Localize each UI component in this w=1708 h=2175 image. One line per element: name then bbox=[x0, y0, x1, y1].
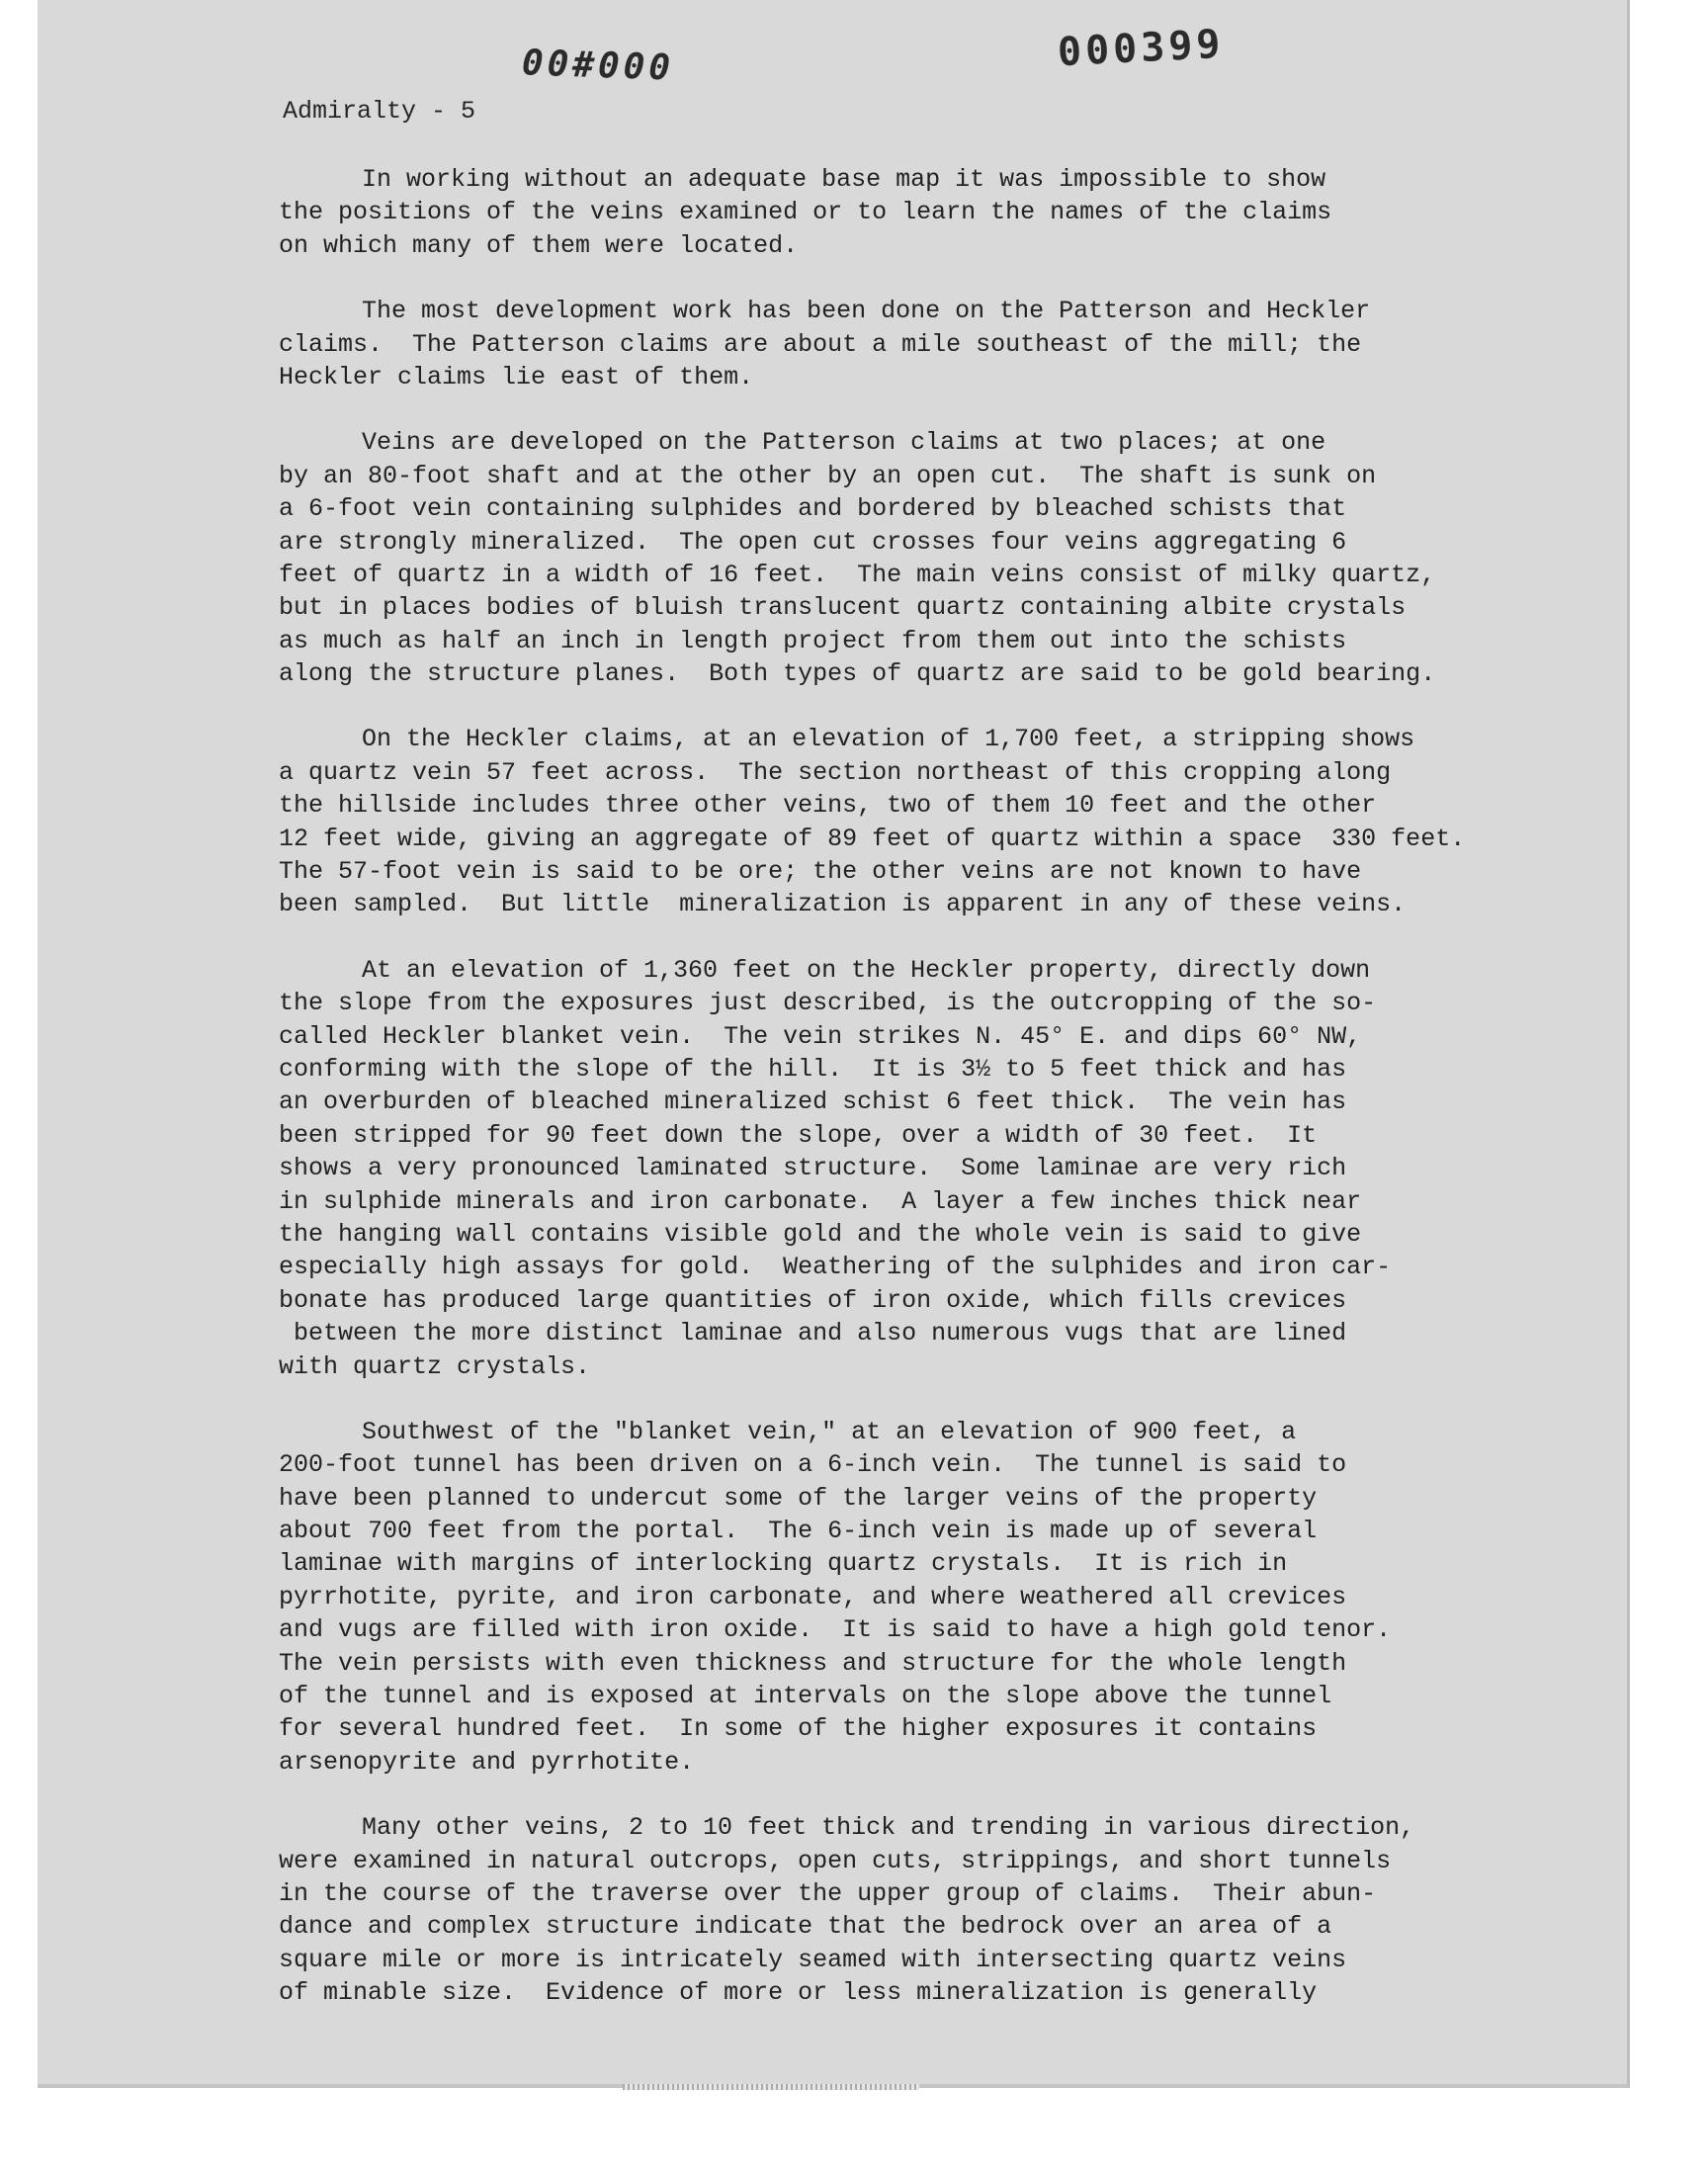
text-line: bonate has produced large quantities of iron oxide, which fills crevices bbox=[279, 1285, 1347, 1315]
text-line: Veins are developed on the Patterson claims at two places; at one bbox=[362, 428, 1326, 458]
handwritten-stamp-number-left: 00#000 bbox=[521, 43, 675, 89]
paragraph bbox=[279, 1416, 1623, 1779]
text-line: especially high assays for gold. Weathering of the sulphides and iron car- bbox=[279, 1253, 1392, 1282]
text-line: of minable size. Evidence of more or less mineralization is generally bbox=[279, 1978, 1318, 2008]
text-line: dance and complex structure indicate that the bedrock over an area of a bbox=[279, 1912, 1332, 1942]
text-line: the hanging wall contains visible gold and the whole vein is said to give bbox=[279, 1219, 1362, 1249]
text-line: have been planned to undercut some of the larger veins of the property bbox=[279, 1483, 1318, 1513]
text-line: on which many of them were located. bbox=[279, 230, 799, 260]
scan-edge-artifact bbox=[623, 2084, 919, 2090]
text-line: arsenopyrite and pyrrhotite. bbox=[279, 1747, 695, 1777]
text-line: laminae with margins of interlocking quartz crystals. It is rich in bbox=[279, 1549, 1288, 1579]
text-line: 12 feet wide, giving an aggregate of 89 feet of quartz within a space 330 feet. bbox=[279, 824, 1466, 853]
text-line: In working without an adequate base map it was impossible to show bbox=[362, 165, 1326, 194]
text-line: are strongly mineralized. The open cut crosses four veins aggregating 6 bbox=[279, 527, 1347, 557]
text-line: were examined in natural outcrops, open cuts, strippings, and short tunnels bbox=[279, 1846, 1392, 1875]
text-line: At an elevation of 1,360 feet on the Heckler property, directly down bbox=[362, 955, 1371, 985]
text-line: between the more distinct laminae and also numerous vugs that are lined bbox=[279, 1319, 1347, 1348]
text-line: and vugs are filled with iron oxide. It is said to have a high gold tenor. bbox=[279, 1615, 1392, 1645]
text-line: Southwest of the "blanket vein," at an elevation of 900 feet, a bbox=[362, 1417, 1297, 1446]
paragraph bbox=[279, 1811, 1623, 2009]
text-line: The 57-foot vein is said to be ore; the other veins are not known to have bbox=[279, 857, 1362, 887]
document-body bbox=[279, 163, 1623, 2043]
text-line: the slope from the exposures just described, is the outcropping of the so- bbox=[279, 989, 1377, 1018]
text-line: of the tunnel and is exposed at intervals on the slope above the tunnel bbox=[279, 1682, 1332, 1711]
text-line: as much as half an inch in length project from them out into the schists bbox=[279, 626, 1347, 655]
text-line: The vein persists with even thickness and structure for the whole length bbox=[279, 1648, 1347, 1678]
text-line: but in places bodies of bluish translucent quartz containing albite crystals bbox=[279, 593, 1407, 623]
text-line: pyrrhotite, pyrite, and iron carbonate, and where weathered all crevices bbox=[279, 1582, 1347, 1611]
page-header-title: Admiralty - 5 bbox=[283, 97, 476, 126]
paragraph bbox=[279, 954, 1623, 1383]
text-line: 200-foot tunnel has been driven on a 6-inch vein. The tunnel is said to bbox=[279, 1450, 1347, 1480]
text-line: for several hundred feet. In some of the higher exposures it contains bbox=[279, 1714, 1318, 1744]
text-line: feet of quartz in a width of 16 feet. The main veins consist of milky quartz, bbox=[279, 560, 1436, 589]
text-line: along the structure planes. Both types of quartz are said to be gold bearing. bbox=[279, 659, 1436, 689]
text-line: The most development work has been done on the Patterson and Heckler bbox=[362, 297, 1371, 326]
text-line: the hillside includes three other veins, two of them 10 feet and the other bbox=[279, 791, 1377, 821]
text-line: claims. The Patterson claims are about a mile southeast of the mill; the bbox=[279, 329, 1362, 359]
paragraph bbox=[279, 426, 1623, 690]
text-line: been sampled. But little mineralization is apparent in any of these veins. bbox=[279, 890, 1407, 919]
paragraph bbox=[279, 295, 1623, 393]
text-line: in sulphide minerals and iron carbonate. A layer a few inches thick near bbox=[279, 1186, 1362, 1216]
text-line: shows a very pronounced laminated structure. Some laminae are very rich bbox=[279, 1154, 1347, 1183]
text-line: a quartz vein 57 feet across. The section northeast of this cropping along bbox=[279, 757, 1392, 787]
text-line: been stripped for 90 feet down the slope, over a width of 30 feet. It bbox=[279, 1120, 1318, 1150]
text-line: Heckler claims lie east of them. bbox=[279, 362, 754, 392]
text-line: Many other veins, 2 to 10 feet thick and trending in various direction, bbox=[362, 1813, 1415, 1843]
text-line: square mile or more is intricately seamed with intersecting quartz veins bbox=[279, 1945, 1347, 1974]
paragraph bbox=[279, 163, 1623, 262]
text-line: an overburden of bleached mineralized schist 6 feet thick. The vein has bbox=[279, 1088, 1347, 1117]
text-line: with quartz crystals. bbox=[279, 1351, 591, 1381]
text-line: the positions of the veins examined or to learn the names of the claims bbox=[279, 198, 1332, 227]
text-line: a 6-foot vein containing sulphides and bordered by bleached schists that bbox=[279, 494, 1347, 524]
text-line: about 700 feet from the portal. The 6-inch vein is made up of several bbox=[279, 1517, 1318, 1546]
text-line: called Heckler blanket vein. The vein strikes N. 45° E. and dips 60° NW, bbox=[279, 1021, 1362, 1051]
text-line: in the course of the traverse over the upper group of claims. Their abun- bbox=[279, 1878, 1377, 1908]
text-line: by an 80-foot shaft and at the other by an open cut. The shaft is sunk on bbox=[279, 461, 1377, 490]
handwritten-page-number: 000399 bbox=[1056, 21, 1226, 76]
text-line: On the Heckler claims, at an elevation of 1,700 feet, a stripping shows bbox=[362, 725, 1415, 754]
text-line: conforming with the slope of the hill. It is 3½ to 5 feet thick and has bbox=[279, 1054, 1347, 1084]
paragraph bbox=[279, 723, 1623, 920]
